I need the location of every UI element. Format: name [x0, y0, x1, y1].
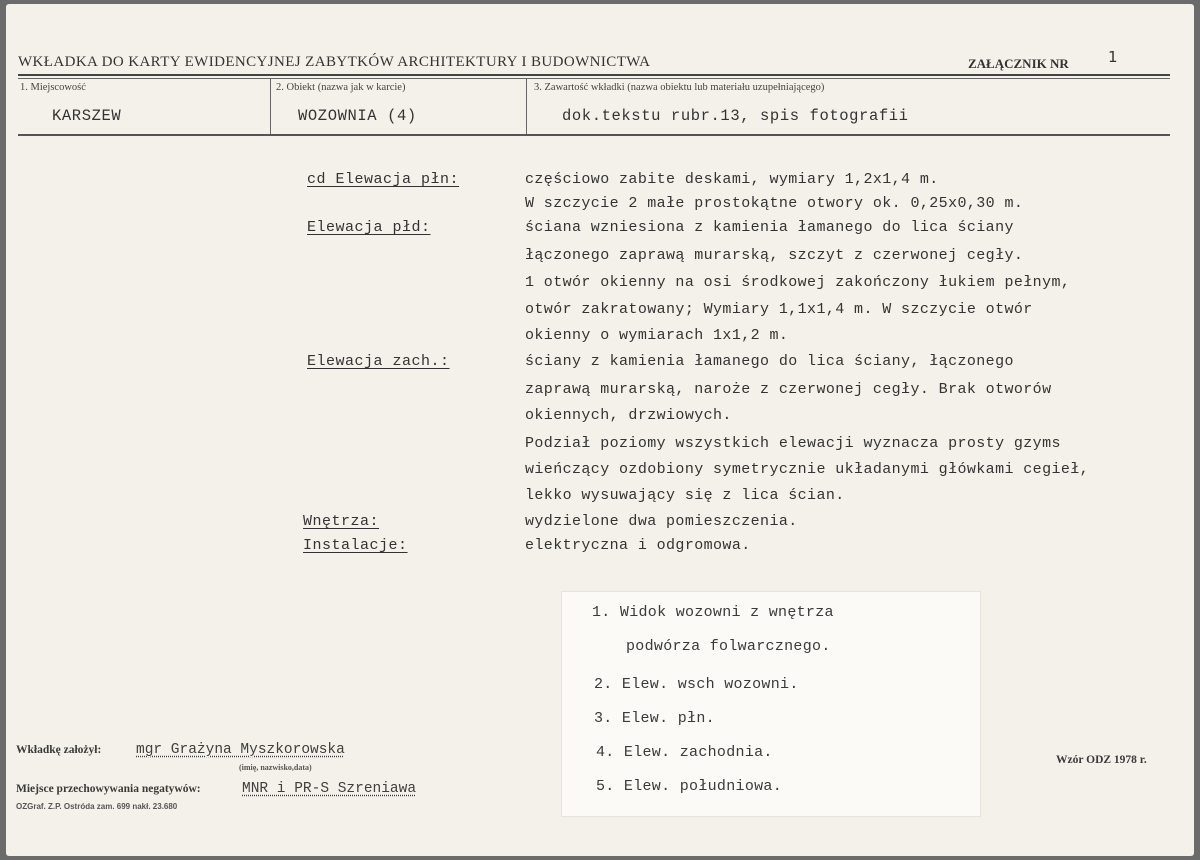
photo-list-item: 4. Elew. zachodnia.	[596, 744, 773, 761]
section-line: Podział poziomy wszystkich elewacji wyznacza prosty gzyms	[525, 435, 1061, 452]
photo-list-item: podwórza folwarcznego.	[626, 638, 831, 655]
section-line: ściana wzniesiona z kamienia łamanego do lica ściany	[525, 219, 1014, 236]
section-label-north: cd Elewacja płn:	[307, 171, 460, 188]
author-caption: (imię, nazwisko,data)	[239, 763, 312, 772]
photo-list-item: 3. Elew. płn.	[594, 710, 715, 727]
section-line: wydzielone dwa pomieszczenia.	[525, 513, 798, 530]
negatives-label: Miejsce przechowywania negatywów:	[16, 783, 201, 795]
photo-list-item: 1. Widok wozowni z wnętrza	[592, 604, 834, 621]
section-label-installations: Instalacje:	[303, 537, 408, 554]
author-label: Wkładkę założył:	[16, 744, 102, 756]
section-line: lekko wysuwający się z lica ścian.	[525, 487, 845, 504]
header-rule	[18, 74, 1170, 76]
fields-rule	[18, 134, 1170, 136]
negatives-value: MNR i PR-S Szreniawa	[242, 781, 417, 797]
photo-list-card	[562, 592, 980, 816]
section-line: zaprawą murarską, naroże z czerwonej cegły. Brak otworów	[525, 381, 1052, 398]
section-line: W szczycie 2 małe prostokątne otwory ok. 0,25x0,30 m.	[525, 195, 1024, 212]
section-line: częściowo zabite deskami, wymiary 1,2x1,4 m.	[525, 171, 939, 188]
annex-number: 1	[1108, 48, 1118, 66]
section-line: wieńczący ozdobiony symetrycznie układanymi główkami cegieł,	[525, 461, 1090, 478]
form-title: WKŁADKA DO KARTY EWIDENCYJNEJ ZABYTKÓW ARCHITEKTURY I BUDOWNICTWA	[18, 54, 651, 70]
photo-list-item: 2. Elew. wsch wozowni.	[594, 676, 799, 693]
section-line: elektryczna i odgromowa.	[525, 537, 751, 554]
header-rule-thin	[18, 78, 1170, 79]
section-line: okiennych, drzwiowych.	[525, 407, 732, 424]
object-value: WOZOWNIA (4)	[298, 107, 417, 125]
content-value: dok.tekstu rubr.13, spis fotografii	[562, 107, 909, 125]
content-label: 3. Zawartość wkładki (nazwa obiektu lub materiału uzupełniającego)	[534, 82, 825, 93]
field-divider-2	[526, 78, 527, 134]
section-line: 1 otwór okienny na osi środkowej zakończony łukiem pełnym,	[525, 274, 1071, 291]
object-label: 2. Obiekt (nazwa jak w karcie)	[276, 82, 406, 93]
printer-imprint: OZGraf. Z.P. Ostróda zam. 699 nakł. 23.680	[16, 802, 178, 811]
annex-label: ZAŁĄCZNIK NR	[968, 56, 1069, 71]
place-label: 1. Miejscowość	[20, 82, 86, 93]
place-value: KARSZEW	[52, 107, 122, 125]
section-line: ściany z kamienia łamanego do lica ściany, łączonego	[525, 353, 1014, 370]
photo-list-item: 5. Elew. południowa.	[596, 778, 783, 795]
section-line: okienny o wymiarach 1x1,2 m.	[525, 327, 789, 344]
form-sheet	[6, 4, 1194, 856]
section-label-west: Elewacja zach.:	[307, 353, 450, 370]
section-line: otwór zakratowany; Wymiary 1,1x1,4 m. W szczycie otwór	[525, 301, 1033, 318]
author-value: mgr Grażyna Myszkorowska	[136, 742, 345, 758]
section-label-interiors: Wnętrza:	[303, 513, 380, 530]
section-label-south: Elewacja płd:	[307, 219, 431, 236]
section-line: łączonego zaprawą murarską, szczyt z czerwonej cegły.	[525, 247, 1024, 264]
field-divider-1	[270, 78, 271, 134]
form-reference: Wzór ODZ 1978 r.	[1056, 754, 1147, 766]
